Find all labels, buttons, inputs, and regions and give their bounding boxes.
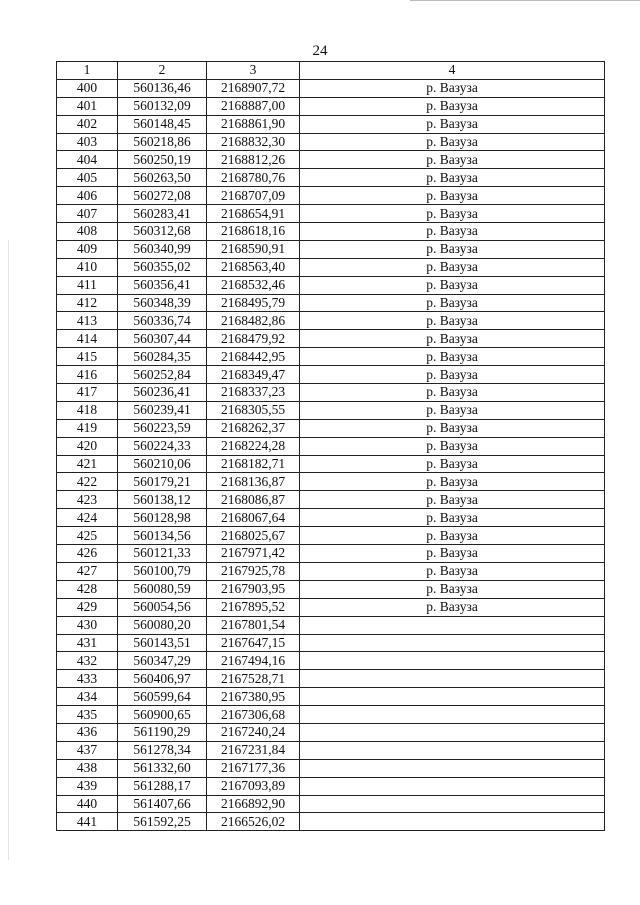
cell-description: р. Вазуза [300, 97, 605, 115]
cell-y-coordinate: 2168495,79 [207, 294, 300, 312]
cell-point-number: 420 [57, 437, 118, 455]
cell-x-coordinate: 561592,25 [118, 813, 207, 831]
cell-x-coordinate: 560340,99 [118, 240, 207, 258]
column-header-point: 1 [57, 62, 118, 80]
cell-point-number: 428 [57, 580, 118, 598]
cell-y-coordinate: 2167925,78 [207, 562, 300, 580]
cell-x-coordinate: 560272,08 [118, 187, 207, 205]
cell-point-number: 401 [57, 97, 118, 115]
cell-description [300, 688, 605, 706]
cell-x-coordinate: 560223,59 [118, 419, 207, 437]
cell-x-coordinate: 560284,35 [118, 348, 207, 366]
cell-y-coordinate: 2167240,24 [207, 723, 300, 741]
cell-description [300, 706, 605, 724]
cell-point-number: 408 [57, 223, 118, 241]
table-row [57, 205, 605, 223]
cell-y-coordinate: 2167231,84 [207, 741, 300, 759]
cell-x-coordinate: 560136,46 [118, 79, 207, 97]
cell-point-number: 425 [57, 527, 118, 545]
cell-point-number: 439 [57, 777, 118, 795]
table-row [57, 169, 605, 187]
table-header-row [57, 62, 605, 80]
cell-point-number: 415 [57, 348, 118, 366]
cell-x-coordinate: 560236,41 [118, 384, 207, 402]
table-row [57, 688, 605, 706]
cell-y-coordinate: 2168067,64 [207, 509, 300, 527]
cell-x-coordinate: 561407,66 [118, 795, 207, 813]
cell-x-coordinate: 561332,60 [118, 759, 207, 777]
cell-x-coordinate: 560356,41 [118, 276, 207, 294]
cell-description [300, 616, 605, 634]
table-row [57, 616, 605, 634]
cell-x-coordinate: 561190,29 [118, 723, 207, 741]
cell-description: р. Вазуза [300, 509, 605, 527]
cell-y-coordinate: 2168532,46 [207, 276, 300, 294]
cell-x-coordinate: 560406,97 [118, 670, 207, 688]
cell-y-coordinate: 2167093,89 [207, 777, 300, 795]
cell-y-coordinate: 2168305,55 [207, 401, 300, 419]
table-row [57, 455, 605, 473]
table-row [57, 330, 605, 348]
cell-description: р. Вазуза [300, 205, 605, 223]
cell-y-coordinate: 2168618,16 [207, 223, 300, 241]
cell-y-coordinate: 2168262,37 [207, 419, 300, 437]
cell-point-number: 436 [57, 723, 118, 741]
cell-point-number: 403 [57, 133, 118, 151]
cell-y-coordinate: 2168707,09 [207, 187, 300, 205]
cell-x-coordinate: 560218,86 [118, 133, 207, 151]
cell-point-number: 426 [57, 545, 118, 563]
cell-description: р. Вазуза [300, 473, 605, 491]
cell-x-coordinate: 560239,41 [118, 401, 207, 419]
cell-point-number: 412 [57, 294, 118, 312]
cell-y-coordinate: 2167306,68 [207, 706, 300, 724]
cell-description [300, 652, 605, 670]
cell-y-coordinate: 2167494,16 [207, 652, 300, 670]
cell-point-number: 432 [57, 652, 118, 670]
cell-description: р. Вазуза [300, 562, 605, 580]
table-row [57, 151, 605, 169]
cell-description [300, 634, 605, 652]
cell-x-coordinate: 560179,21 [118, 473, 207, 491]
cell-point-number: 422 [57, 473, 118, 491]
table-row [57, 473, 605, 491]
cell-x-coordinate: 560080,59 [118, 580, 207, 598]
cell-x-coordinate: 560252,84 [118, 366, 207, 384]
cell-x-coordinate: 560263,50 [118, 169, 207, 187]
cell-point-number: 441 [57, 813, 118, 831]
table-row [57, 115, 605, 133]
cell-y-coordinate: 2166526,02 [207, 813, 300, 831]
cell-description [300, 759, 605, 777]
column-header-y: 3 [207, 62, 300, 80]
cell-y-coordinate: 2167380,95 [207, 688, 300, 706]
cell-description: р. Вазуза [300, 79, 605, 97]
cell-y-coordinate: 2167528,71 [207, 670, 300, 688]
cell-y-coordinate: 2168086,87 [207, 491, 300, 509]
cell-x-coordinate: 560312,68 [118, 223, 207, 241]
cell-description: р. Вазуза [300, 384, 605, 402]
cell-y-coordinate: 2168780,76 [207, 169, 300, 187]
cell-y-coordinate: 2167903,95 [207, 580, 300, 598]
table-row [57, 634, 605, 652]
cell-y-coordinate: 2168349,47 [207, 366, 300, 384]
cell-x-coordinate: 561278,34 [118, 741, 207, 759]
cell-x-coordinate: 560134,56 [118, 527, 207, 545]
table-row [57, 741, 605, 759]
table-row [57, 652, 605, 670]
table-row [57, 419, 605, 437]
cell-y-coordinate: 2168224,28 [207, 437, 300, 455]
table-row [57, 384, 605, 402]
cell-description: р. Вазуза [300, 330, 605, 348]
cell-point-number: 407 [57, 205, 118, 223]
cell-description: р. Вазуза [300, 240, 605, 258]
cell-point-number: 423 [57, 491, 118, 509]
cell-description: р. Вазуза [300, 294, 605, 312]
table-row [57, 312, 605, 330]
cell-point-number: 409 [57, 240, 118, 258]
table-row [57, 133, 605, 151]
cell-point-number: 430 [57, 616, 118, 634]
table-row [57, 545, 605, 563]
cell-y-coordinate: 2168861,90 [207, 115, 300, 133]
cell-point-number: 419 [57, 419, 118, 437]
cell-description: р. Вазуза [300, 437, 605, 455]
cell-point-number: 416 [57, 366, 118, 384]
table-row [57, 240, 605, 258]
table-row [57, 258, 605, 276]
table-row [57, 97, 605, 115]
cell-x-coordinate: 560224,33 [118, 437, 207, 455]
cell-point-number: 404 [57, 151, 118, 169]
table-row [57, 598, 605, 616]
cell-description: р. Вазуза [300, 491, 605, 509]
table-row [57, 562, 605, 580]
table-body [57, 79, 605, 830]
table-row [57, 79, 605, 97]
cell-y-coordinate: 2168337,23 [207, 384, 300, 402]
cell-point-number: 424 [57, 509, 118, 527]
cell-y-coordinate: 2168025,67 [207, 527, 300, 545]
table-row [57, 706, 605, 724]
cell-x-coordinate: 560132,09 [118, 97, 207, 115]
cell-description: р. Вазуза [300, 401, 605, 419]
cell-point-number: 437 [57, 741, 118, 759]
cell-y-coordinate: 2168812,26 [207, 151, 300, 169]
cell-y-coordinate: 2168907,72 [207, 79, 300, 97]
cell-y-coordinate: 2168482,86 [207, 312, 300, 330]
table-row [57, 223, 605, 241]
cell-point-number: 418 [57, 401, 118, 419]
table-row [57, 723, 605, 741]
cell-x-coordinate: 560080,20 [118, 616, 207, 634]
cell-x-coordinate: 560347,29 [118, 652, 207, 670]
cell-point-number: 417 [57, 384, 118, 402]
cell-description: р. Вазуза [300, 169, 605, 187]
cell-description: р. Вазуза [300, 527, 605, 545]
cell-y-coordinate: 2168654,91 [207, 205, 300, 223]
cell-y-coordinate: 2168479,92 [207, 330, 300, 348]
cell-point-number: 434 [57, 688, 118, 706]
cell-description: р. Вазуза [300, 187, 605, 205]
table-row [57, 509, 605, 527]
cell-x-coordinate: 560148,45 [118, 115, 207, 133]
cell-x-coordinate: 560599,64 [118, 688, 207, 706]
cell-x-coordinate: 560355,02 [118, 258, 207, 276]
cell-description: р. Вазуза [300, 276, 605, 294]
table-row [57, 670, 605, 688]
cell-x-coordinate: 560138,12 [118, 491, 207, 509]
cell-description: р. Вазуза [300, 580, 605, 598]
cell-description: р. Вазуза [300, 151, 605, 169]
cell-point-number: 429 [57, 598, 118, 616]
cell-y-coordinate: 2167177,36 [207, 759, 300, 777]
table-row [57, 401, 605, 419]
cell-point-number: 435 [57, 706, 118, 724]
cell-y-coordinate: 2168832,30 [207, 133, 300, 151]
cell-point-number: 414 [57, 330, 118, 348]
cell-x-coordinate: 560348,39 [118, 294, 207, 312]
page-number: 24 [312, 43, 328, 59]
cell-y-coordinate: 2168182,71 [207, 455, 300, 473]
cell-description [300, 723, 605, 741]
cell-x-coordinate: 560054,56 [118, 598, 207, 616]
table-row [57, 759, 605, 777]
cell-x-coordinate: 560283,41 [118, 205, 207, 223]
cell-point-number: 431 [57, 634, 118, 652]
coordinates-table [56, 61, 605, 831]
table-row [57, 437, 605, 455]
cell-x-coordinate: 561288,17 [118, 777, 207, 795]
cell-x-coordinate: 560210,06 [118, 455, 207, 473]
cell-x-coordinate: 560250,19 [118, 151, 207, 169]
cell-y-coordinate: 2167895,52 [207, 598, 300, 616]
cell-description: р. Вазуза [300, 223, 605, 241]
cell-description: р. Вазуза [300, 258, 605, 276]
column-header-x: 2 [118, 62, 207, 80]
cell-point-number: 438 [57, 759, 118, 777]
cell-point-number: 440 [57, 795, 118, 813]
table-row [57, 813, 605, 831]
cell-description: р. Вазуза [300, 455, 605, 473]
cell-description [300, 777, 605, 795]
table-row [57, 366, 605, 384]
cell-y-coordinate: 2168136,87 [207, 473, 300, 491]
cell-x-coordinate: 560100,79 [118, 562, 207, 580]
cell-x-coordinate: 560143,51 [118, 634, 207, 652]
cell-y-coordinate: 2168590,91 [207, 240, 300, 258]
cell-y-coordinate: 2168442,95 [207, 348, 300, 366]
cell-description: р. Вазуза [300, 133, 605, 151]
table-row [57, 294, 605, 312]
cell-point-number: 413 [57, 312, 118, 330]
cell-point-number: 400 [57, 79, 118, 97]
scan-edge-line [410, 0, 640, 1]
cell-point-number: 405 [57, 169, 118, 187]
cell-description: р. Вазуза [300, 366, 605, 384]
cell-point-number: 402 [57, 115, 118, 133]
table-row [57, 527, 605, 545]
cell-point-number: 427 [57, 562, 118, 580]
cell-y-coordinate: 2168563,40 [207, 258, 300, 276]
table-row [57, 348, 605, 366]
cell-point-number: 421 [57, 455, 118, 473]
column-header-description: 4 [300, 62, 605, 80]
table-row [57, 580, 605, 598]
cell-description [300, 813, 605, 831]
cell-description: р. Вазуза [300, 419, 605, 437]
table-row [57, 276, 605, 294]
cell-x-coordinate: 560128,98 [118, 509, 207, 527]
table-row [57, 491, 605, 509]
cell-point-number: 433 [57, 670, 118, 688]
cell-x-coordinate: 560900,65 [118, 706, 207, 724]
cell-y-coordinate: 2167647,15 [207, 634, 300, 652]
table-row [57, 795, 605, 813]
cell-point-number: 411 [57, 276, 118, 294]
table-row [57, 187, 605, 205]
table-row [57, 777, 605, 795]
cell-y-coordinate: 2168887,00 [207, 97, 300, 115]
cell-description: р. Вазуза [300, 348, 605, 366]
cell-point-number: 410 [57, 258, 118, 276]
cell-y-coordinate: 2166892,90 [207, 795, 300, 813]
cell-x-coordinate: 560336,74 [118, 312, 207, 330]
cell-x-coordinate: 560307,44 [118, 330, 207, 348]
cell-y-coordinate: 2167971,42 [207, 545, 300, 563]
cell-description: р. Вазуза [300, 312, 605, 330]
cell-description: р. Вазуза [300, 115, 605, 133]
cell-y-coordinate: 2167801,54 [207, 616, 300, 634]
scan-edge-shadow [8, 240, 9, 860]
cell-point-number: 406 [57, 187, 118, 205]
cell-description: р. Вазуза [300, 545, 605, 563]
cell-description [300, 741, 605, 759]
cell-x-coordinate: 560121,33 [118, 545, 207, 563]
cell-description [300, 670, 605, 688]
cell-description [300, 795, 605, 813]
cell-description: р. Вазуза [300, 598, 605, 616]
